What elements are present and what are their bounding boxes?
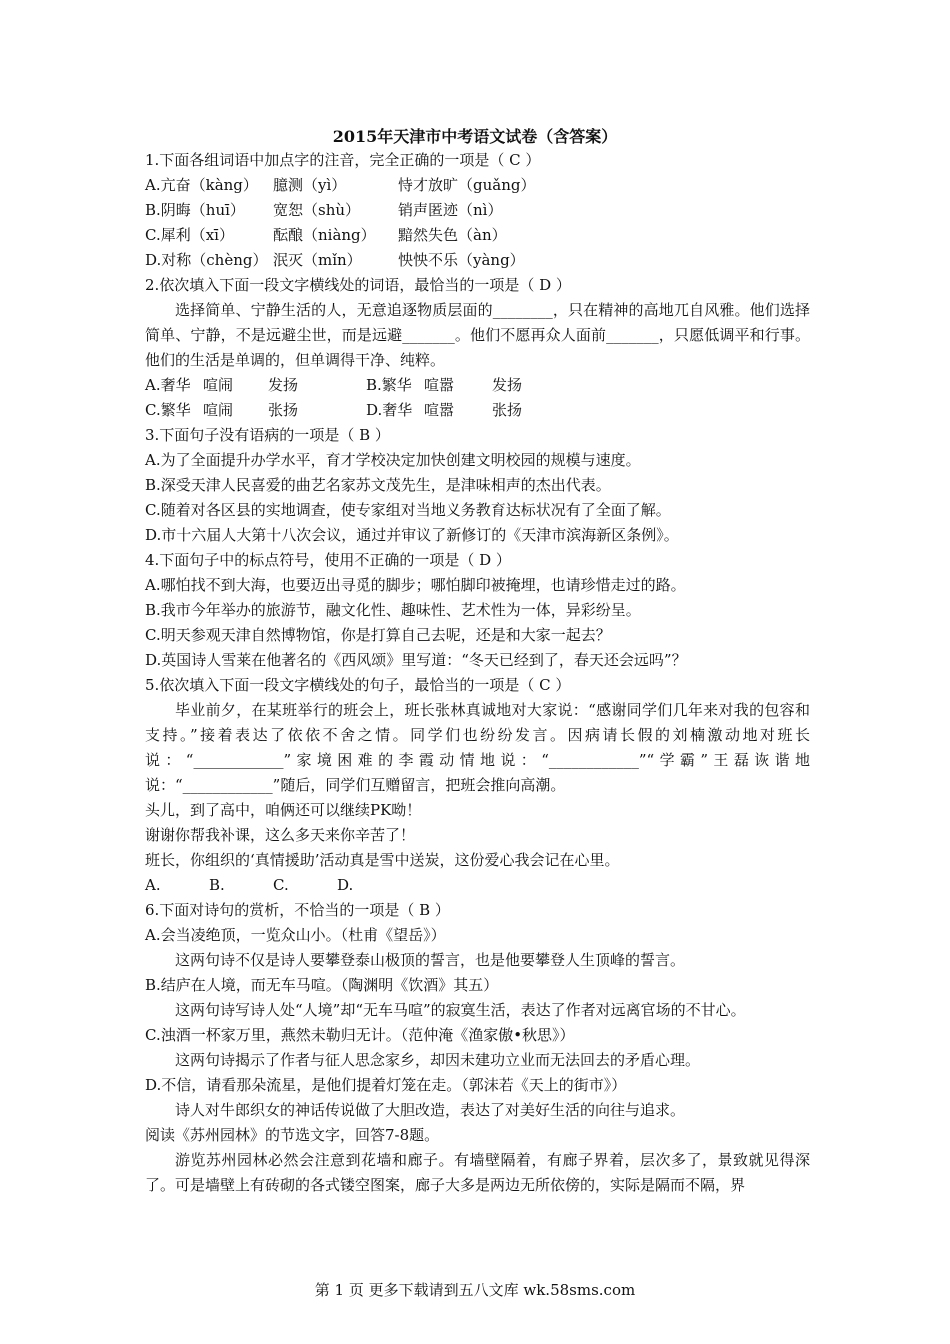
q2-option-row: C.繁华 喧闹 张扬 D.奢华 喧嚣 张扬	[145, 401, 523, 419]
q4-option: B.我市今年举办的旅游节，融文化性、趣味性、艺术性为一体，异彩纷呈。	[145, 601, 641, 619]
q4-option: A.哪怕找不到大海，也要迈出寻觅的脚步；哪怕脚印被掩埋，也请珍惜走过的路。	[145, 576, 686, 594]
question-6-stem: 6.下面对诗句的赏析，不恰当的一项是（ B ）	[145, 901, 450, 919]
q3-option: D.市十六届人大第十八次会议，通过并审议了新修订的《天津市滨海新区条例》。	[145, 526, 679, 544]
q5-sentence: 谢谢你帮我补课，这么多天来你辛苦了！	[145, 826, 416, 844]
question-2-stem: 2.依次填入下面一段文字横线处的词语，最恰当的一项是（ D ）	[145, 276, 571, 294]
question-1-stem: 1.下面各组词语中加点字的注音，完全正确的一项是（ C ）	[145, 151, 541, 169]
page-footer: 第 1 页 更多下载请到五八文库 wk.58sms.com	[314, 1281, 636, 1299]
q3-option: C.随着对各区县的实地调查，使专家组对当地义务教育达标状况有了全面了解。	[145, 501, 671, 519]
q6-poem-line: C.浊酒一杯家万里，燕然未勒归无计。（范仲淹《渔家傲•秋思》）	[145, 1026, 575, 1044]
q6-poem-line: D.不信，请看那朵流星，是他们提着灯笼在走。（郭沫若《天上的街市》）	[145, 1076, 627, 1094]
question-3-stem: 3.下面句子没有语病的一项是（ B ）	[145, 426, 390, 444]
q4-option: C.明天参观天津自然博物馆，你是打算自己去呢，还是和大家一起去？	[145, 626, 611, 644]
q4-option: D.英国诗人雪莱在他著名的《西风颂》里写道：“冬天已经到了，春天还会远吗”？	[145, 651, 687, 669]
q1-option-row: C.犀利（xī） 酝酿（niàng） 黯然失色（àn）	[145, 226, 507, 244]
q6-poem-line: A.会当凌绝顶，一览众山小。（杜甫《望岳》）	[145, 926, 446, 944]
document-title: 2015年天津市中考语文试卷（含答案）	[332, 127, 618, 146]
question-5-stem: 5.依次填入下面一段文字横线处的句子，最恰当的一项是（ C ）	[145, 676, 571, 694]
q1-option-row: B.阴晦（huī） 宽恕（shù） 销声匿迹（nì）	[145, 201, 503, 219]
q5-choice-row: A. B. C. D.	[145, 876, 354, 894]
q1-option-row: D.对称（chèng） 泯灭（mǐn） 怏怏不乐（yàng）	[145, 251, 525, 269]
reading-passage: 游览苏州园林必然会注意到花墙和廊子。有墙壁隔着，有廊子界着，层次多了，景致就见得深了。可是墙壁上有砖砌的各式镂空图案，廊子大多是两边无所依傍的，实际是隔而不隔，界	[145, 1151, 810, 1194]
document-body	[145, 148, 810, 1198]
q6-analysis: 这两句诗不仅是诗人要攀登泰山极顶的誓言，也是他要攀登人生顶峰的誓言。	[175, 951, 686, 969]
q5-sentence: 头儿，到了高中，咱俩还可以继续PK呦！	[145, 801, 422, 819]
q6-analysis: 这两句诗写诗人处“人境”却“无车马喧”的寂寞生活，表达了作者对远离官场的不甘心。	[175, 1001, 746, 1019]
q6-analysis: 诗人对牛郎织女的神话传说做了大胆改造，表达了对美好生活的向往与追求。	[175, 1101, 686, 1119]
question-2-passage: 选择简单、宁静生活的人，无意追逐物质层面的________，只在精神的高地兀自风雅。他们选择简单、宁静，不是远避尘世，而是远避_______。他们不愿再众人面前_______，只愿低调平和行事。他们的生活是单调的，但单调得干净、纯粹。	[145, 301, 810, 369]
question-4-stem: 4.下面句子中的标点符号，使用不正确的一项是（ D ）	[145, 551, 511, 569]
q5-sentence: 班长，你组织的‘真情援助’活动真是雪中送炭，这份爱心我会记在心里。	[145, 851, 620, 869]
q3-option: B.深受天津人民喜爱的曲艺名家苏文茂先生，是津味相声的杰出代表。	[145, 476, 611, 494]
q1-option-row: A.亢奋（kàng） 臆测（yì） 恃才放旷（guǎng）	[145, 176, 536, 194]
reading-intro: 阅读《苏州园林》的节选文字，回答7-8题。	[145, 1126, 440, 1144]
q6-analysis: 这两句诗揭示了作者与征人思念家乡，却因未建功立业而无法回去的矛盾心理。	[175, 1051, 701, 1069]
q6-poem-line: B.结庐在人境，而无车马喧。（陶渊明《饮酒》其五）	[145, 976, 499, 994]
q3-option: A.为了全面提升办学水平，育才学校决定加快创建文明校园的规模与速度。	[145, 451, 641, 469]
question-5-passage: 毕业前夕，在某班举行的班会上，班长张林真诚地对大家说：“感谢同学们几年来对我的包容和支持。”接着表达了依依不舍之情。同学们也纷纷发言。因病请长假的刘楠激动地对班长说：“____________”家境困难的李霞动情地说：“____________”“学霸”王磊诙谐地说：“____________”随后，同学们互赠留言，把班会推向高潮。	[145, 701, 810, 794]
q2-option-row: A.奢华 喧闹 发扬 B.繁华 喧嚣 发扬	[145, 376, 523, 394]
